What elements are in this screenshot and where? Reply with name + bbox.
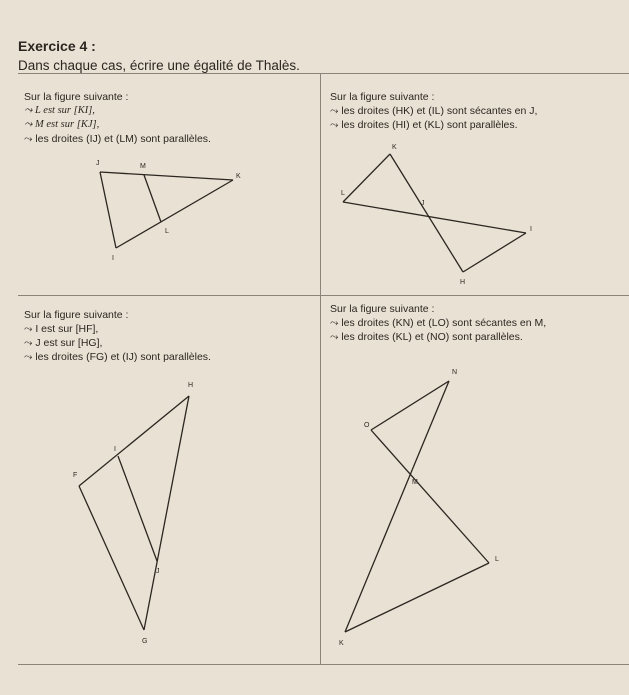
case-1-item-2: ⤳ M est sur [KJ], (24, 119, 100, 130)
case-4-item-2: ⤳ les droites (KL) et (NO) sont parallèles. (330, 331, 523, 343)
exercise-title: Exercice 4 : (18, 38, 96, 54)
case-4-segment-LK (345, 563, 489, 632)
point-label-H: H (460, 279, 466, 286)
case-3-item-2: ⤳ J est sur [HG], (24, 337, 103, 349)
point-label-J: J (96, 160, 100, 167)
case-1-item-1: ⤳ L est sur [KI], (24, 105, 95, 116)
point-label-H: H (188, 382, 194, 389)
case-4-item-1: ⤳ les droites (KN) et (LO) sont sécantes en M, (330, 317, 547, 329)
case-4-intro: Sur la figure suivante : (330, 303, 435, 315)
point-label-I: I (530, 226, 532, 233)
case-2-intro: Sur la figure suivante : (330, 91, 435, 103)
point-label-M: M (412, 479, 418, 486)
case-3-intro: Sur la figure suivante : (24, 309, 129, 321)
point-label-L: L (341, 190, 345, 197)
case-2-item-2: ⤳ les droites (HI) et (KL) sont parallèles. (330, 119, 518, 131)
exercise-instruction: Dans chaque cas, écrire une égalité de Thalès. (18, 58, 300, 73)
case-4-segment-OL (371, 430, 489, 563)
case-2-item-1: ⤳ les droites (HK) et (IL) sont sécantes en J, (330, 105, 538, 117)
case-4-segment-KN (345, 381, 449, 632)
case-3-item-1: ⤳ I est sur [HF], (24, 323, 99, 335)
point-label-J: J (421, 200, 425, 207)
point-label-J: J (156, 568, 160, 575)
point-label-O: O (364, 422, 370, 429)
case-1-item-3: ⤳ les droites (IJ) et (LM) sont parallèles. (24, 133, 211, 145)
point-label-K: K (392, 144, 397, 151)
point-label-N: N (452, 369, 458, 376)
point-label-K: K (236, 173, 241, 180)
case-4-segment-NO (371, 381, 449, 430)
point-label-L: L (165, 228, 169, 235)
point-label-I: I (112, 255, 114, 262)
point-label-K: K (339, 640, 344, 647)
point-label-I: I (114, 446, 116, 453)
point-label-M: M (140, 163, 146, 170)
case-3-item-3: ⤳ les droites (FG) et (IJ) sont parallèles. (24, 351, 211, 363)
case-4-figure (18, 74, 629, 664)
point-label-L: L (495, 556, 499, 563)
point-label-F: F (73, 472, 78, 479)
case-1-intro: Sur la figure suivante : (24, 91, 129, 103)
point-label-G: G (142, 638, 148, 645)
exercise-grid (18, 73, 629, 665)
